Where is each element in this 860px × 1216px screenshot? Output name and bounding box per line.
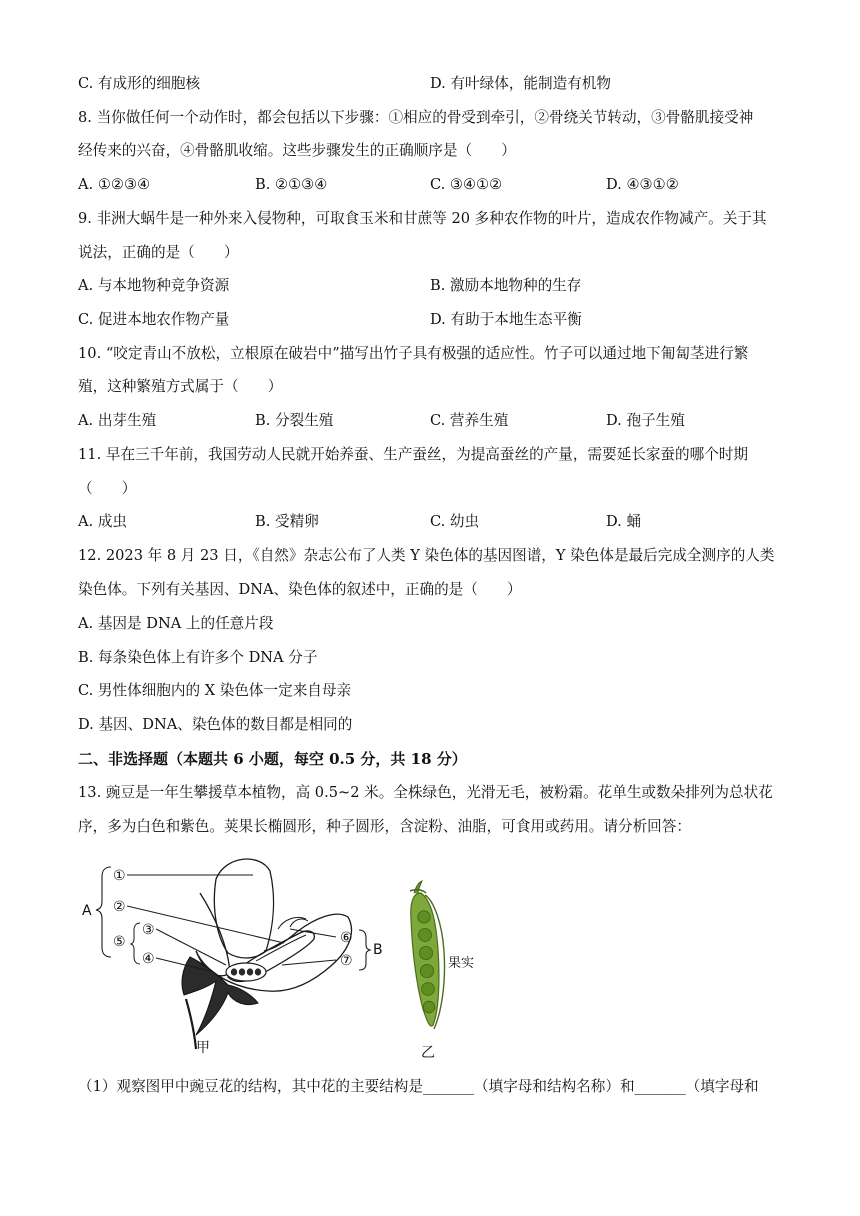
q7-option-c: C. 有成形的细胞核 bbox=[78, 75, 201, 92]
q12-option-d: D. 基因、DNA、染色体的数目都是相同的 bbox=[78, 716, 353, 733]
q12-stem-line-1: 12. 2023 年 8 月 23 日，《自然》杂志公布了人类 Y 染色体的基因图谱，Y 染色体是最后完成全测序的人类 bbox=[78, 547, 775, 564]
caption-jia: 甲 bbox=[196, 1040, 210, 1056]
q8-option-d: D. ④③①② bbox=[606, 176, 679, 193]
pea-flower-diagram bbox=[196, 859, 351, 991]
ovary-ovules bbox=[226, 963, 266, 981]
q7-option-d: D. 有叶绿体，能制造有机物 bbox=[430, 75, 611, 92]
q8-option-b: B. ②①③④ bbox=[255, 176, 328, 193]
label-3: ③ bbox=[142, 922, 155, 938]
brace-5 bbox=[131, 923, 140, 964]
q11-stem-line-2: （ ） bbox=[78, 480, 137, 497]
q11-option-d: D. 蛹 bbox=[606, 513, 642, 530]
q8-option-c: C. ③④①② bbox=[430, 176, 503, 193]
brace-a bbox=[96, 867, 111, 957]
label-4: ④ bbox=[142, 951, 155, 967]
leader-lines bbox=[127, 875, 336, 971]
label-5: ⑤ bbox=[113, 934, 126, 950]
caption-yi: 乙 bbox=[421, 1045, 435, 1061]
q10-stem-line-1: 10. “咬定青山不放松，立根原在破岩中”描写出竹子具有极强的适应性。竹子可以通过地下匍匐茎进行繁 bbox=[78, 345, 749, 362]
q12-option-b: B. 每条染色体上有许多个 DNA 分子 bbox=[78, 649, 318, 666]
label-2: ② bbox=[113, 899, 126, 915]
q9-option-d: D. 有助于本地生态平衡 bbox=[430, 311, 582, 328]
q9-option-b: B. 激励本地物种的生存 bbox=[430, 277, 582, 294]
q12-option-a: A. 基因是 DNA 上的任意片段 bbox=[78, 615, 274, 632]
section-heading: 二、非选择题（本题共 6 小题，每空 0.5 分，共 18 分） bbox=[78, 750, 467, 768]
q10-option-d: D. 孢子生殖 bbox=[606, 412, 685, 429]
q9-option-a: A. 与本地物种竞争资源 bbox=[78, 277, 230, 294]
label-6: ⑥ bbox=[340, 930, 353, 946]
q9-stem-line-1: 9. 非洲大蜗牛是一种外来入侵物种，可取食玉米和甘蔗等 20 多种农作物的叶片，造成农作物减产。关于其 bbox=[78, 210, 767, 227]
q9-stem-line-2: 说法，正确的是（ ） bbox=[78, 244, 239, 261]
label-b: B bbox=[373, 942, 383, 958]
q13-subquestion-1: （1）观察图甲中豌豆花的结构，其中花的主要结构是_______（填字母和结构名称）和_______（填字母和 bbox=[78, 1078, 759, 1095]
pea-figure bbox=[78, 853, 498, 1063]
fruit-label: 果实 bbox=[448, 956, 475, 971]
label-1: ① bbox=[113, 868, 126, 884]
label-a: A bbox=[82, 903, 92, 919]
q12-option-c: C. 男性体细胞内的 X 染色体一定来自母亲 bbox=[78, 682, 352, 699]
q8-option-a: A. ①②③④ bbox=[78, 176, 151, 193]
q10-stem-line-2: 殖，这种繁殖方式属于（ ） bbox=[78, 378, 283, 395]
q11-option-c: C. 幼虫 bbox=[430, 513, 480, 530]
q8-stem-line-1: 8. 当你做任何一个动作时，都会包括以下步骤：①相应的骨受到牵引，②骨绕关节转动，③骨骼肌接受神 bbox=[78, 109, 754, 126]
q8-stem-line-2: 经传来的兴奋，④骨骼肌收缩。这些步骤发生的正确顺序是（ ） bbox=[78, 142, 516, 159]
q13-stem-line-2: 序，多为白色和紫色。荚果长椭圆形，种子圆形，含淀粉、油脂，可食用或药用。请分析回答： bbox=[78, 818, 691, 835]
q10-option-c: C. 营养生殖 bbox=[430, 412, 509, 429]
q10-option-b: B. 分裂生殖 bbox=[255, 412, 334, 429]
q13-stem-line-1: 13. 豌豆是一年生攀援草本植物，高 0.5~2 米。全株绿色，光滑无毛，被粉霜。花单生或数朵排列为总状花 bbox=[78, 784, 773, 801]
pedicel bbox=[186, 999, 196, 1049]
q11-option-b: B. 受精卵 bbox=[255, 513, 319, 530]
label-7: ⑦ bbox=[340, 953, 353, 969]
q10-option-a: A. 出芽生殖 bbox=[78, 412, 157, 429]
q11-option-a: A. 成虫 bbox=[78, 513, 128, 530]
q12-stem-line-2: 染色体。下列有关基因、DNA、染色体的叙述中，正确的是（ ） bbox=[78, 581, 522, 598]
brace-b bbox=[359, 930, 370, 970]
q9-option-c: C. 促进本地农作物产量 bbox=[78, 311, 230, 328]
q11-stem-line-1: 11. 早在三千年前，我国劳动人民就开始养蚕、生产蚕丝，为提高蚕丝的产量，需要延长家蚕的哪个时期 bbox=[78, 446, 748, 463]
pea-pod-image bbox=[410, 881, 445, 1029]
